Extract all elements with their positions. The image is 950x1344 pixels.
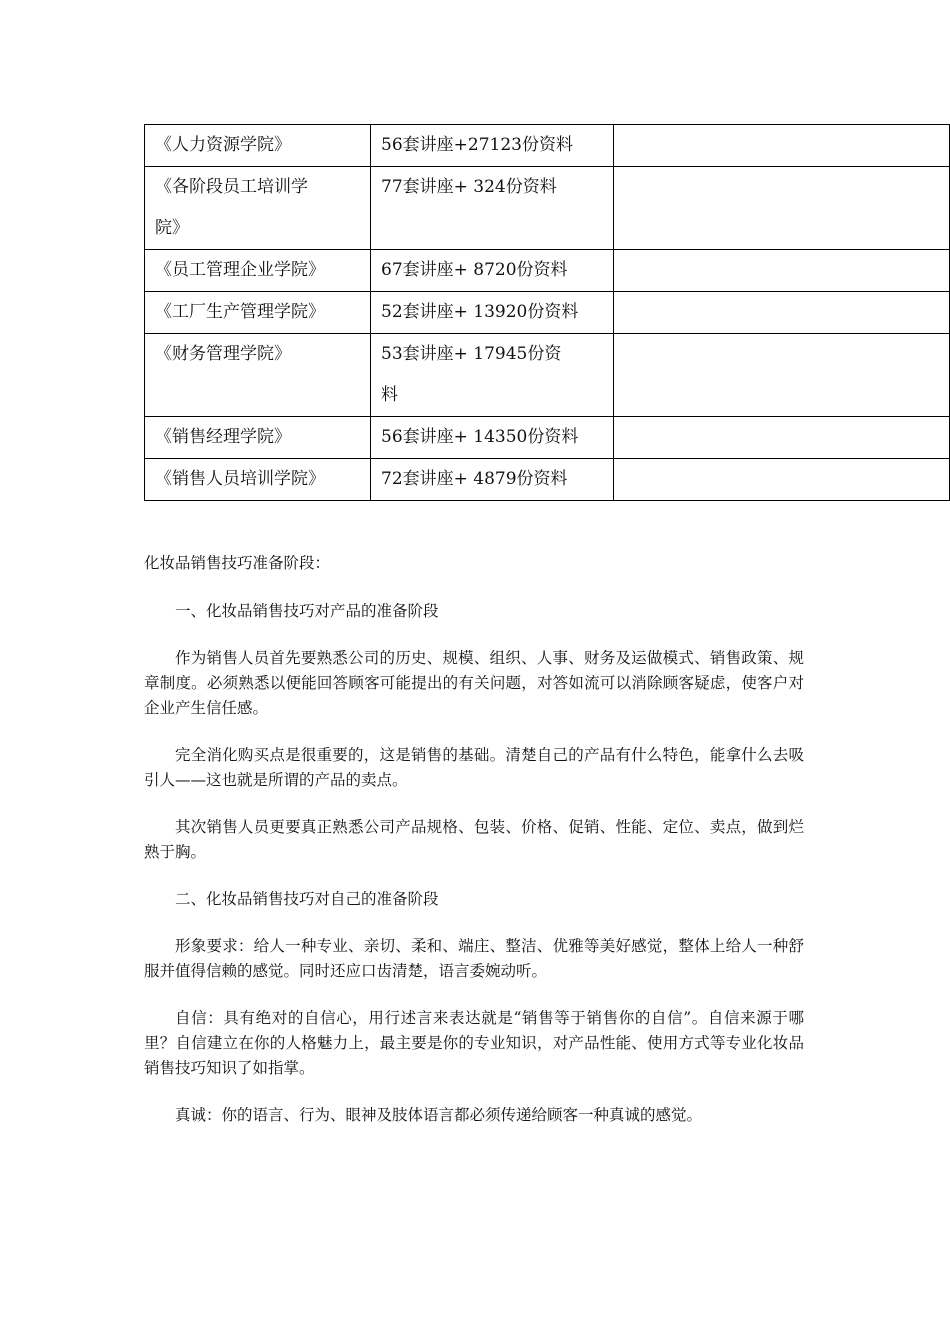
course-name: 《销售人员培训学院》 bbox=[155, 469, 325, 489]
course-note-cell bbox=[614, 125, 950, 167]
course-table bbox=[144, 124, 950, 501]
course-content: 56套讲座+ 14350份资料 bbox=[381, 427, 579, 447]
course-content-cell bbox=[371, 292, 614, 334]
article-body bbox=[144, 551, 804, 1150]
paragraph: 其次销售人员更要真正熟悉公司产品规格、包装、价格、促销、性能、定位、卖点，做到烂熟于胸。 bbox=[144, 818, 804, 861]
table-row bbox=[145, 292, 950, 334]
course-content: 67套讲座+ 8720份资料 bbox=[381, 260, 568, 280]
paragraph: 真诚：你的语言、行为、眼神及肢体语言都必须传递给顾客一种真诚的感觉。 bbox=[175, 1106, 703, 1124]
section-heading: 一、化妆品销售技巧对产品的准备阶段 bbox=[175, 602, 439, 620]
course-note-cell bbox=[614, 417, 950, 459]
course-name: 《员工管理企业学院》 bbox=[155, 260, 325, 280]
course-name: 《财务管理学院》 bbox=[155, 344, 291, 364]
course-content-cell bbox=[371, 167, 614, 250]
table-row bbox=[145, 334, 950, 417]
course-name-cell bbox=[145, 292, 371, 334]
course-name-cell bbox=[145, 167, 371, 250]
table-row bbox=[145, 125, 950, 167]
paragraph: 作为销售人员首先要熟悉公司的历史、规模、组织、人事、财务及运做模式、销售政策、规章制度。必须熟悉以便能回答顾客可能提出的有关问题，对答如流可以消除顾客疑虑，使客户对企业产生信任感。 bbox=[144, 649, 804, 717]
course-note-cell bbox=[614, 459, 950, 501]
course-note-cell bbox=[614, 292, 950, 334]
course-content-cell bbox=[371, 459, 614, 501]
course-name-cell bbox=[145, 417, 371, 459]
paragraph: 完全消化购买点是很重要的，这是销售的基础。清楚自己的产品有什么特色，能拿什么去吸引人——这也就是所谓的产品的卖点。 bbox=[144, 746, 804, 789]
course-name: 《销售经理学院》 bbox=[155, 427, 291, 447]
course-name-cell bbox=[145, 250, 371, 292]
course-content-cell bbox=[371, 417, 614, 459]
course-note-cell bbox=[614, 167, 950, 250]
course-content-cell bbox=[371, 125, 614, 167]
course-content: 77套讲座+ 324份资料 bbox=[381, 177, 557, 197]
course-content: 52套讲座+ 13920份资料 bbox=[381, 302, 579, 322]
course-name-cell bbox=[145, 125, 371, 167]
article-title: 化妆品销售技巧准备阶段： bbox=[144, 554, 331, 572]
paragraph: 形象要求：给人一种专业、亲切、柔和、端庄、整洁、优雅等美好感觉，整体上给人一种舒服并值得信赖的感觉。同时还应口齿清楚，语言委婉动听。 bbox=[144, 937, 804, 980]
table-row bbox=[145, 167, 950, 250]
section-heading: 二、化妆品销售技巧对自己的准备阶段 bbox=[175, 890, 439, 908]
course-content: 72套讲座+ 4879份资料 bbox=[381, 469, 568, 489]
course-name-cell bbox=[145, 459, 371, 501]
course-content-cell bbox=[371, 334, 614, 417]
course-content-cell bbox=[371, 250, 614, 292]
course-name: 《各阶段员工培训学院》 bbox=[155, 177, 308, 238]
course-name: 《人力资源学院》 bbox=[155, 135, 291, 155]
table-row bbox=[145, 250, 950, 292]
course-name: 《工厂生产管理学院》 bbox=[155, 302, 325, 322]
course-name-cell bbox=[145, 334, 371, 417]
course-note-cell bbox=[614, 334, 950, 417]
table-row bbox=[145, 459, 950, 501]
table-row bbox=[145, 417, 950, 459]
course-content: 53套讲座+ 17945份资料 bbox=[381, 344, 562, 405]
course-note-cell bbox=[614, 250, 950, 292]
course-content: 56套讲座+27123份资料 bbox=[381, 135, 573, 155]
paragraph: 自信：具有绝对的自信心，用行述言来表达就是“销售等于销售你的自信”。自信来源于哪里？自信建立在你的人格魅力上，最主要是你的专业知识，对产品性能、使用方式等专业化妆品销售技巧知识了如指掌。 bbox=[144, 1009, 804, 1077]
